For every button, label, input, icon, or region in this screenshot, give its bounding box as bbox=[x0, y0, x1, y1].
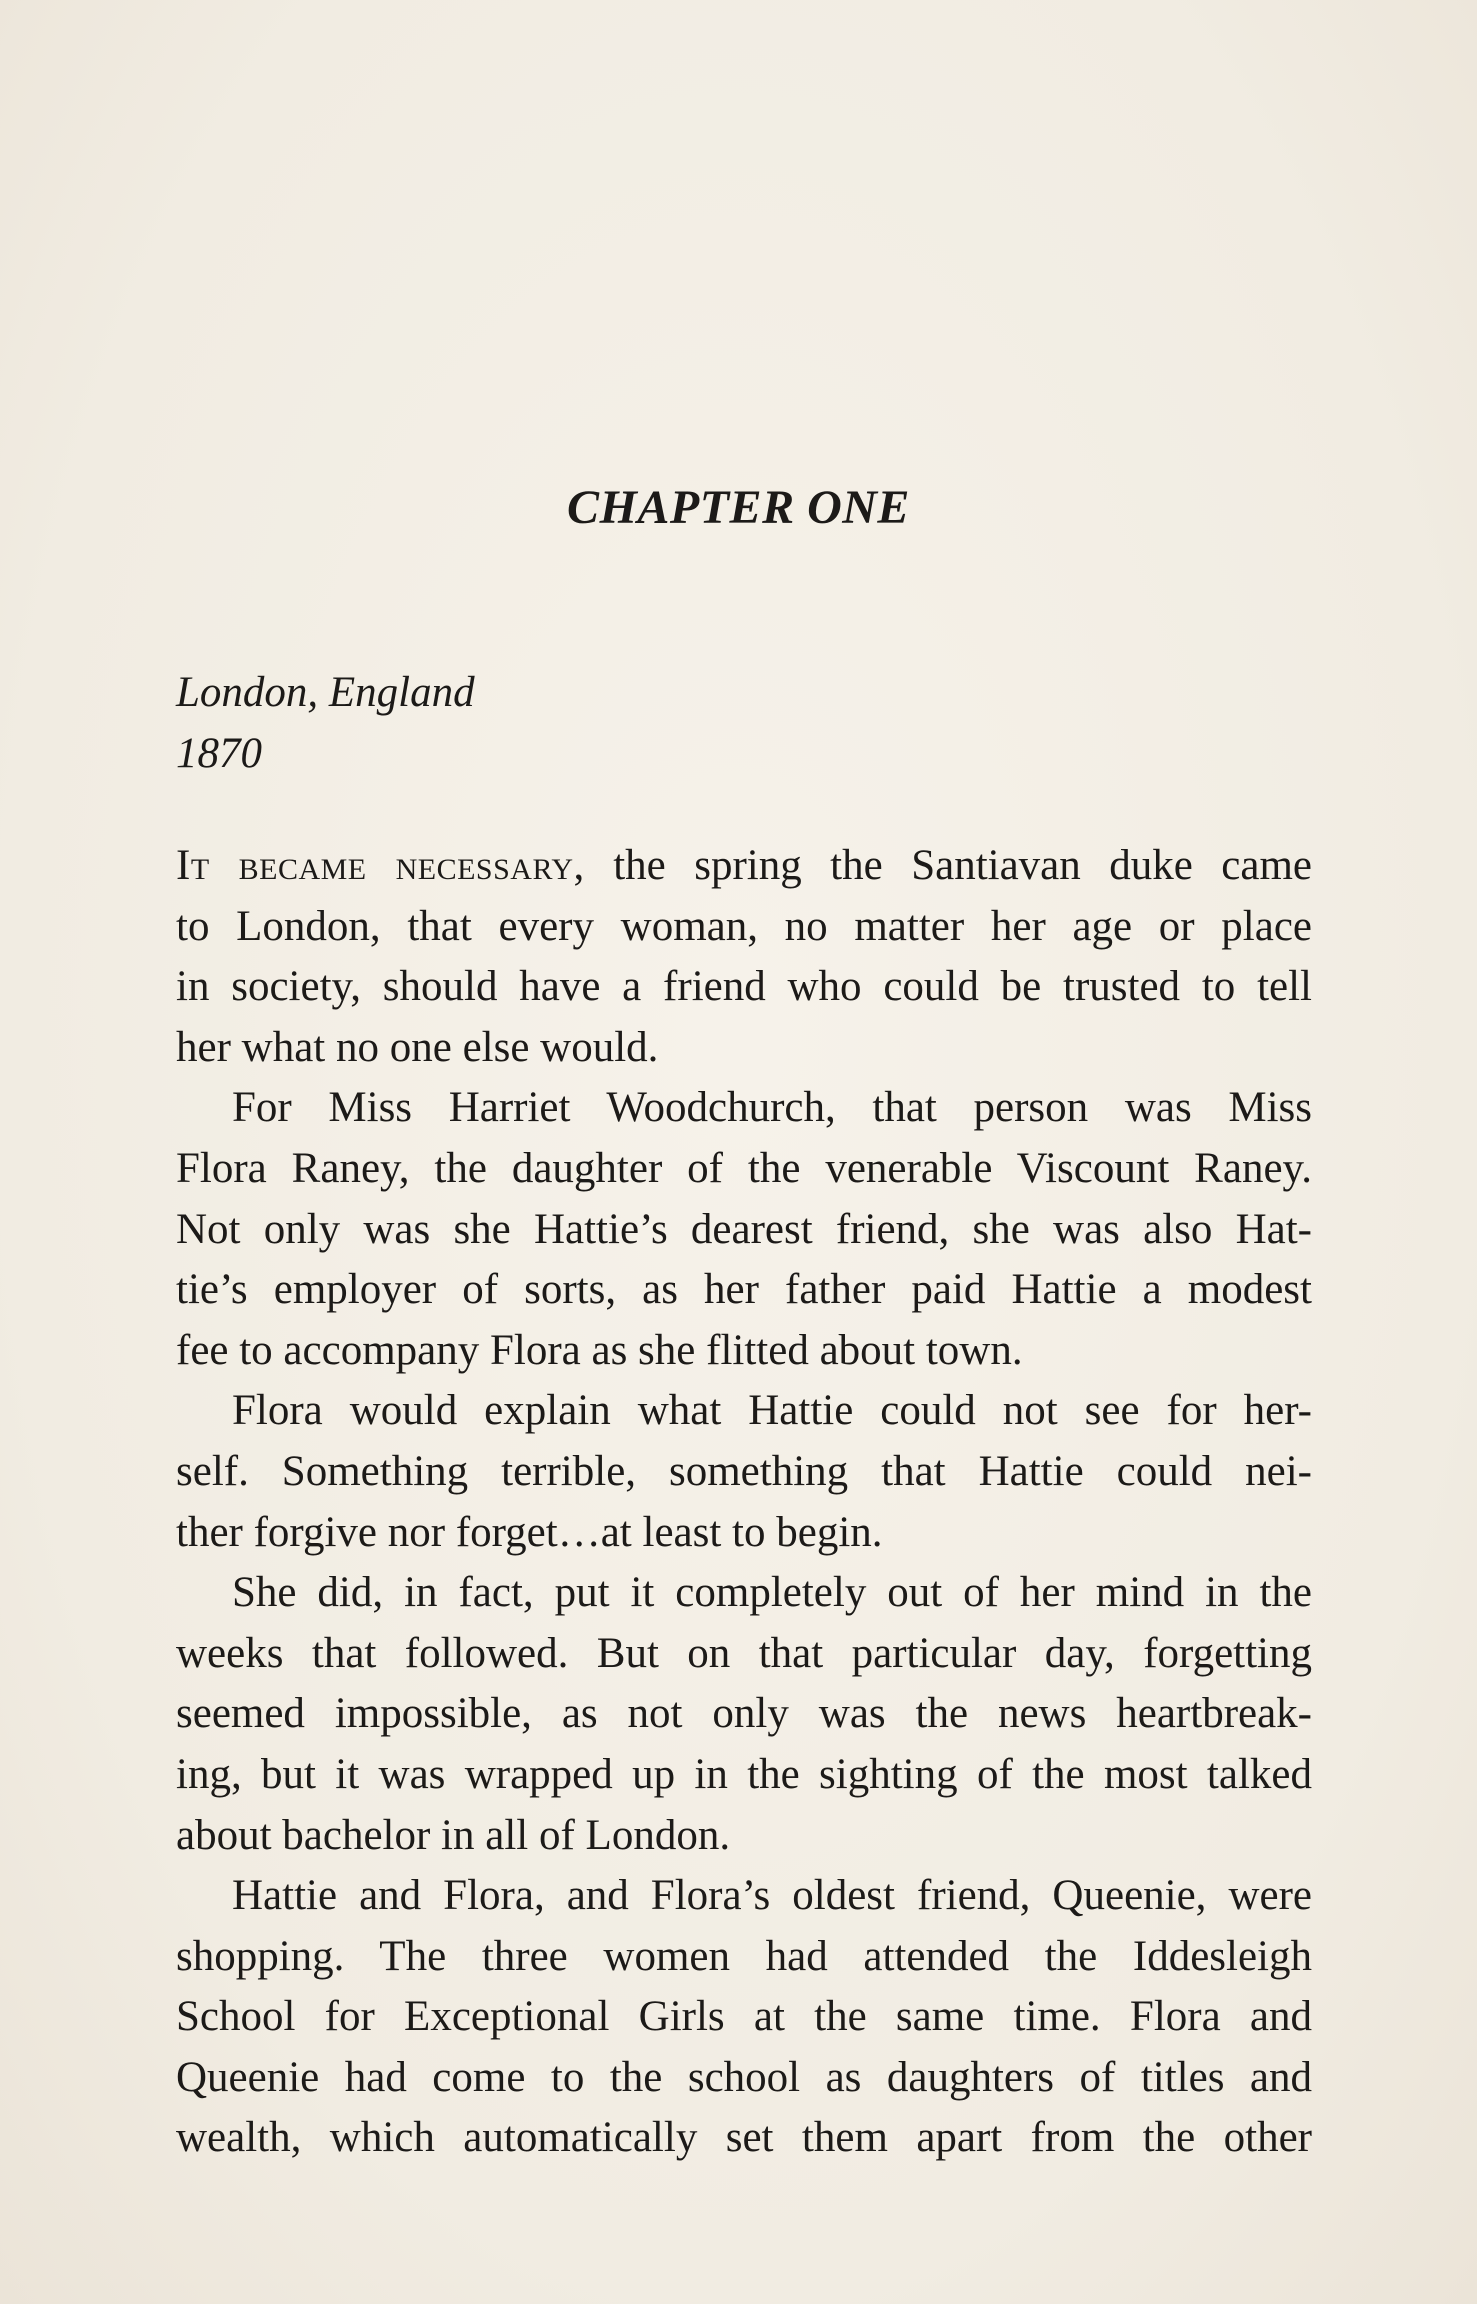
text-line-11: self. Something terrible, something that Hattie could nei- bbox=[176, 1447, 1312, 1495]
text-line-8: tie’s employer of sorts, as her father paid Hattie a modest bbox=[176, 1266, 1312, 1314]
text-line-1 bbox=[176, 836, 1312, 897]
text-line-12: ther forgive nor forget…at least to begin. bbox=[176, 1508, 883, 1556]
text-line-21: Queenie had come to the school as daughters of titles and bbox=[176, 2053, 1312, 2101]
opening-line-rest: the spring the Santiavan duke came bbox=[584, 842, 1312, 889]
text-line-17: about bachelor in all of London. bbox=[176, 1811, 731, 1859]
text-line-6: Flora Raney, the daughter of the venerable Viscount Raney. bbox=[176, 1144, 1312, 1192]
text-line-20: School for Exceptional Girls at the same time. Flora and bbox=[176, 1993, 1312, 2041]
text-line-22: wealth, which automatically set them apart from the other bbox=[176, 2114, 1312, 2162]
text-line-9: fee to accompany Flora as she flitted about town. bbox=[176, 1326, 1023, 1374]
text-line-16: ing, but it was wrapped up in the sighting of the most talked bbox=[176, 1750, 1312, 1798]
setting-place: London, England bbox=[176, 669, 475, 716]
text-line-18: Hattie and Flora, and Flora’s oldest friend, Queenie, were bbox=[232, 1872, 1312, 1920]
text-line-2: to London, that every woman, no matter her age or place bbox=[176, 902, 1312, 950]
text-line-7: Not only was she Hattie’s dearest friend, she was also Hat- bbox=[176, 1205, 1312, 1253]
text-line-5: For Miss Harriet Woodchurch, that person was Miss bbox=[232, 1084, 1312, 1132]
text-line-10: Flora would explain what Hattie could not see for her- bbox=[232, 1387, 1312, 1435]
chapter-body bbox=[176, 836, 1312, 2169]
text-line-3: in society, should have a friend who could be trusted to tell bbox=[176, 963, 1312, 1011]
text-line-4: her what no one else would. bbox=[176, 1023, 659, 1071]
text-line-19: shopping. The three women had attended the Iddesleigh bbox=[176, 1932, 1312, 1980]
opening-smallcaps: It became necessary, bbox=[176, 842, 585, 889]
setting-block bbox=[176, 662, 1312, 784]
text-line-13: She did, in fact, put it completely out of her mind in the bbox=[232, 1569, 1312, 1617]
setting-year: 1870 bbox=[176, 730, 262, 777]
chapter-heading: CHAPTER ONE bbox=[567, 481, 910, 534]
text-line-15: seemed impossible, as not only was the news heartbreak- bbox=[176, 1690, 1312, 1738]
text-line-14: weeks that followed. But on that particular day, forgetting bbox=[176, 1629, 1312, 1677]
